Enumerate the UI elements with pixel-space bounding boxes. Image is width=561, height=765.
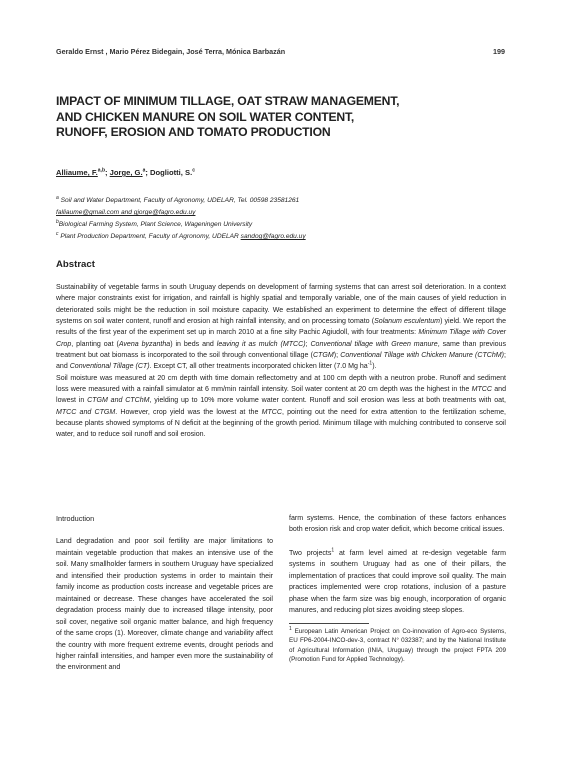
species-name: Avena byzantha: [118, 340, 171, 348]
affiliation-mark: a: [142, 167, 146, 174]
author-name: Jorge, G.: [109, 168, 143, 177]
author-separator: ;: [105, 168, 110, 177]
abstract-body: [56, 282, 506, 441]
title-line: RUNOFF, EROSION AND TOMATO PRODUCTION: [56, 125, 331, 140]
text-run: );: [333, 352, 341, 360]
treatment-name: Conventional Tillage (CT): [69, 363, 150, 371]
text-run: , yielding up to 10% more volume water content. Runoff and soil erosion was less at both treatments with oat,: [149, 397, 506, 405]
affiliation-a: [56, 194, 300, 204]
text-run: , pointing out the need for extra attention to the fertilization scheme, because plants showed symptoms of N deficit at the beginning of the growth period. Minimum tillage with mulching contributed to conserve soil water, and to reduce soil runoff and soil erosion.: [56, 408, 506, 439]
paper-title: [56, 94, 496, 141]
abstract-heading: Abstract: [56, 259, 95, 270]
page-number: 199: [493, 47, 505, 56]
footnote-mark: 1: [331, 547, 335, 554]
text-run: Sustainability of vegetable farms in south Uruguay depends on development of farming systems that can arrest soil deterioration. In a context where major constraints exist for irrigation, and rainfall is highly spatial and temporally variable, one of the main causes of yield reduction in deteriorated soils might be the reduction in soil moisture capacity. We established an experiment to determine the effect of different tillage systems on soil water content, runoff and erosion at high rainfall intensity, and on processing tomato (: [56, 284, 506, 326]
text-run: Two projects: [289, 549, 332, 557]
affiliation-mark: c: [56, 230, 59, 237]
abstract-paragraph: [56, 282, 506, 373]
author-list: [56, 168, 195, 177]
text-run: ; and: [56, 352, 506, 371]
body-paragraph: farm systems. Hence, the combination of these factors enhances both erosion risk and crop water deficit, which become critical issues.: [289, 515, 506, 534]
affiliation-b: [56, 218, 253, 228]
title-line: IMPACT OF MINIMUM TILLAGE, OAT STRAW MANAGEMENT,: [56, 94, 400, 108]
running-head-authors: Geraldo Ernst , Mario Pérez Bidegain, José Terra, Mónica Barbazán: [56, 47, 286, 56]
treatment-name: Conventional tillage with Green manure: [310, 340, 438, 348]
text-run: at farm level aimed at re-design vegetable farm systems in southern Uruguay had as one of their pillars, the implementation of practices that could improve soil quality. The main practices implemented were crop rotations, inclusion of a pasture phase when the farm size was big enough, incorporation of organic manures, and reducing plot sizes avoiding steep slopes.: [289, 549, 506, 615]
text-run: ).: [372, 363, 377, 371]
text-run: , planting oat (: [71, 340, 119, 348]
email-link[interactable]: sandog@fagro.edu.uy: [240, 233, 306, 240]
affiliation-text: Plant Production Department, Faculty of Agronomy, UDELAR: [58, 233, 241, 240]
section-heading: Introduction: [56, 514, 95, 523]
treatment-name: MTCC: [261, 408, 282, 416]
footnote: [289, 627, 506, 665]
treatment-name: MTCC and CTGM: [56, 408, 116, 416]
footnote-text: European Latin American Project on Co-innovation of Agro-eco Systems, EU FP6-2004-INCO-dev-3, contract N° 032387; and by the National Institute of Agricultural Information (INIA, Uruguay) through the project FPTA 209 (Promotion Fund for Applied Technology).: [289, 627, 506, 664]
running-head: [56, 47, 505, 56]
author-name: ; Dogliotti, S.: [145, 168, 193, 177]
species-name: Solanum esculentum: [374, 318, 441, 326]
text-run: . Except CT, all other treatments incorporated chicken litter (7.0 Mg ha: [149, 363, 368, 371]
body-column-right: [289, 513, 506, 665]
treatment-name: MTCC: [471, 386, 492, 394]
text-run: ) in beds and: [170, 340, 217, 348]
footnote-mark: 1: [289, 625, 292, 632]
text-run: and lowest in: [56, 386, 507, 405]
treatment-name: CTGM and CTChM: [87, 397, 150, 405]
affiliation-c: [56, 230, 306, 240]
body-paragraph: Land degradation and poor soil fertility are major limitations to maintain vegetable production that makes an intensive use of the soil. Many smallholder farmers in southern Uruguay have specialized and intensified their production systems in order to maintain their family income as production costs increase and vegetable prices are maintained or decrease. These changes have accelerated the soil degradation process mainly due to increased tillage intensity, poor soil cover, negative soil organic matter balance, and high frequency of the same crops (1). Moreover, climate change and variability affect the country with more frequent extreme events, drought periods and higher rainfall intensities, and hamper even more the sustainability of the environment and: [56, 538, 273, 672]
treatment-name: Minimum Tillage with Cover Crop: [56, 329, 506, 348]
treatment-name: CTGM: [312, 352, 334, 360]
affiliation-text: Biological Farming System, Plant Science, Wageningen University: [58, 221, 253, 228]
treatment-name: Conventional Tillage with Chicken Manure (CTChM): [340, 352, 505, 360]
text-run: , same than previous treatment but oat biomass is incorporated to the soil through conventional tillage (: [56, 340, 506, 360]
text-run: ) yield. We report the results of the first year of the experiment set up in march 2010 at a fine silty Pachic Agiudoll, with four treatments:: [56, 318, 506, 337]
text-run: Soil moisture was measured at 20 cm depth with time domain reflectometry and at 100 cm depth with a neutron probe. Runoff and sediment loss were measured with a rainfall simulator at 6 mm/min rainfall intensity. Soil water content at 20 cm depth was the highest in the: [56, 374, 506, 394]
author-name: Alliaume, F.: [56, 168, 98, 177]
affiliation-mark: a: [56, 194, 59, 201]
title-line: AND CHICKEN MANURE ON SOIL WATER CONTENT,: [56, 109, 355, 124]
email-link[interactable]: falliaume@gmail.com and gjorge@fagro.edu.uy: [56, 209, 196, 216]
body-column-left: [56, 513, 273, 674]
affiliation-emails: [56, 209, 195, 216]
footnote-divider: [289, 623, 369, 624]
superscript: -1: [367, 361, 373, 368]
text-run: ;: [305, 340, 311, 348]
affiliation-mark: b: [56, 218, 59, 225]
text-run: . However, crop yield was the lowest at the: [115, 408, 262, 416]
affiliation-mark: c: [192, 167, 195, 174]
abstract-paragraph: [56, 373, 506, 441]
body-paragraph: [289, 548, 506, 617]
affiliation-mark: a,b: [97, 167, 106, 174]
treatment-name: leaving it as mulch (MTCC): [216, 340, 306, 348]
affiliation-text: Soil and Water Department, Faculty of Agronomy, UDELAR, Tel. 00598 23581261: [58, 197, 300, 204]
